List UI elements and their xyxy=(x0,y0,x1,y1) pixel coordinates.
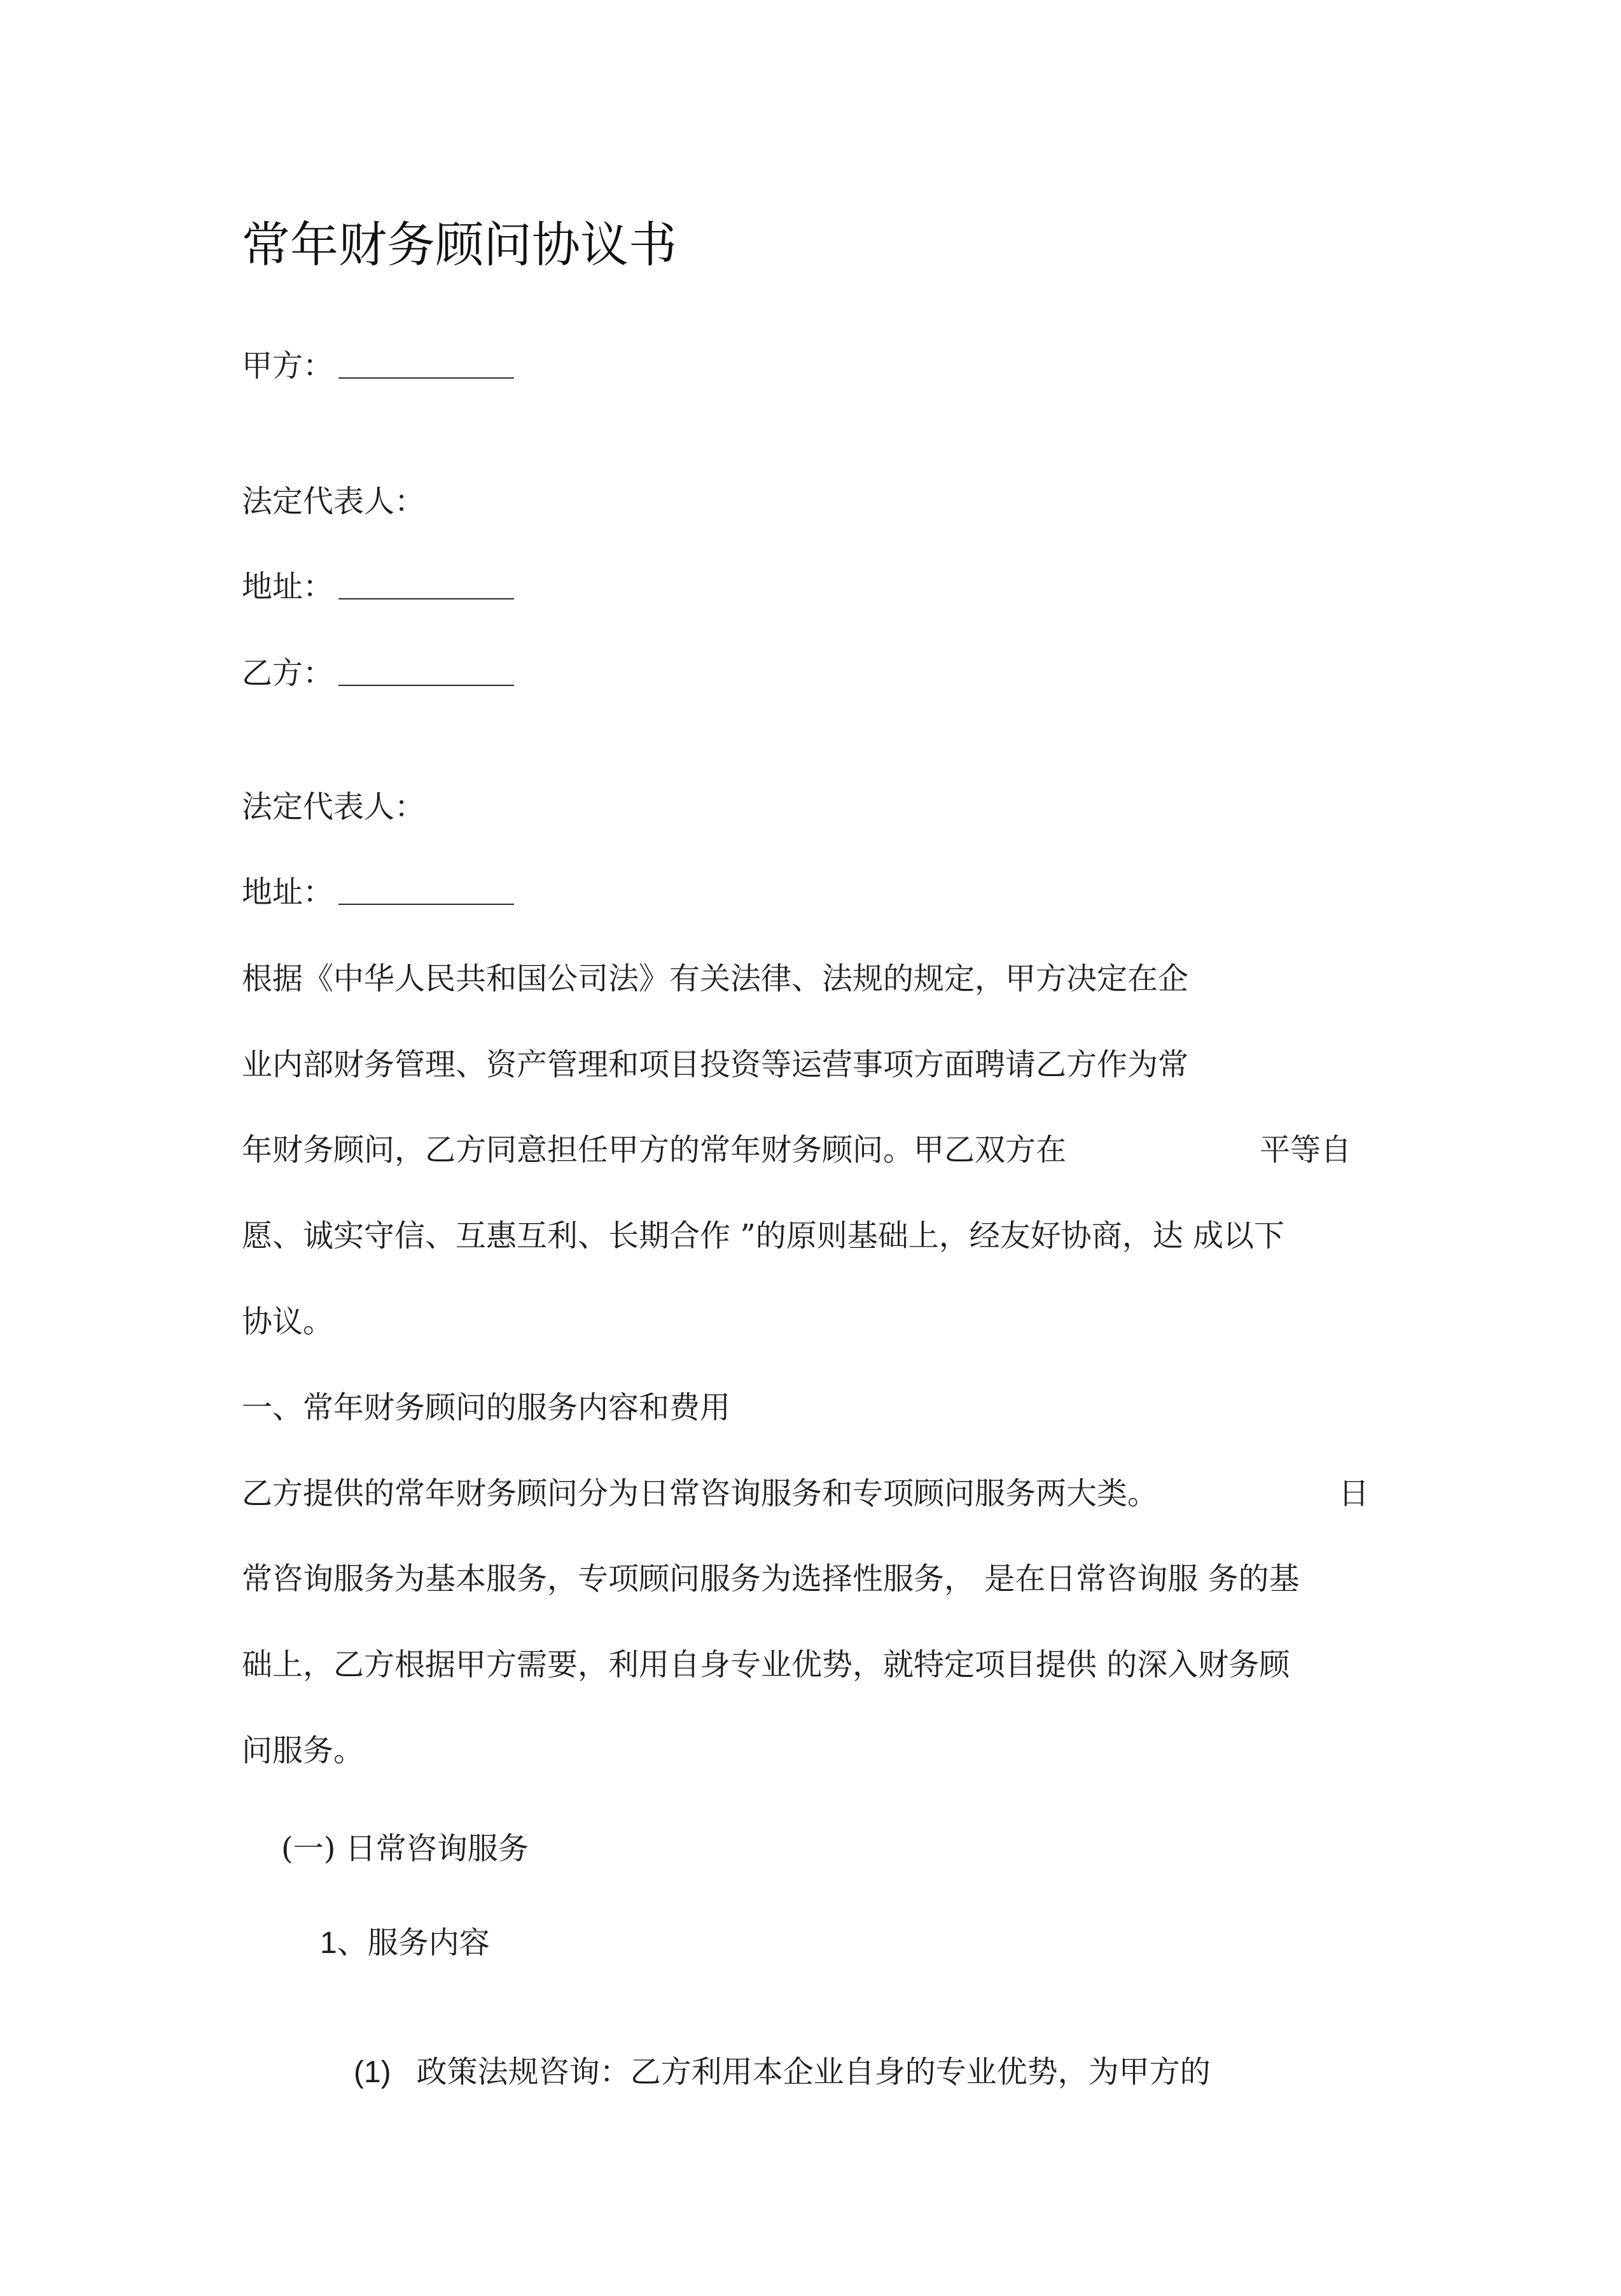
item-label: 、服务内容 xyxy=(337,1925,490,1961)
party-a-rep-label: 法定代表人： xyxy=(242,484,426,519)
party-b-address-blank[interactable] xyxy=(338,904,514,905)
section-paragraph-line: 常咨询服务为基本服务，专项顾问服务为选择性服务， 是在日常咨询服 务的基 xyxy=(242,1561,1300,1597)
preamble-line: 年财务顾问，乙方同意担任甲方的常年财务顾问。甲乙双方在 xyxy=(242,1132,1067,1168)
party-b-label: 乙方： xyxy=(242,655,334,691)
party-b-address-field xyxy=(242,873,514,911)
party-b-blank[interactable] xyxy=(338,685,514,686)
sub-item-number: (1) xyxy=(354,2055,391,2089)
subsection-heading: (一) 日常咨询服务 xyxy=(281,1831,529,1866)
preamble-line: 根据《中华人民共和国公司法》有关法律、法规的规定，甲方决定在企 xyxy=(242,961,1189,997)
section-paragraph-line: 乙方提供的常年财务顾问分为日常咨询服务和专项顾问服务两大类。 xyxy=(242,1476,1158,1511)
sub-item-text: 政策法规咨询：乙方利用本企业自身的专业优势，为甲方的 xyxy=(416,2054,1211,2090)
preamble-line: 业内部财务管理、资产管理和项目投资等运营事项方面聘请乙方作为常 xyxy=(242,1047,1189,1082)
document-title: 常年财务顾问协议书 xyxy=(242,216,677,273)
sub-item xyxy=(354,2053,1211,2092)
item-number: 1 xyxy=(320,1926,337,1960)
party-b-address-label: 地址： xyxy=(242,874,334,910)
section-heading: 一、常年财务顾问的服务内容和费用 xyxy=(242,1390,731,1425)
party-a-address-label: 地址： xyxy=(242,569,334,605)
preamble-line: 协议。 xyxy=(242,1304,334,1340)
party-b-rep-label: 法定代表人： xyxy=(242,789,426,825)
party-b-field xyxy=(242,654,514,692)
preamble-line: 愿、诚实守信、互惠互利、长期合作 ”的原则基础上，经友好协商，达 成以下 xyxy=(242,1218,1285,1254)
preamble-line-fragment: 平等自 xyxy=(1260,1132,1352,1168)
party-a-field xyxy=(242,347,514,385)
party-a-address-field xyxy=(242,568,514,606)
party-a-blank[interactable] xyxy=(338,377,514,379)
section-paragraph-line: 础上，乙方根据甲方需要，利用自身专业优势，就特定项目提供 的深入财务顾 xyxy=(242,1647,1290,1683)
section-paragraph-line: 问服务。 xyxy=(242,1733,365,1768)
section-paragraph-line-fragment: 日 xyxy=(1339,1476,1370,1511)
party-a-label: 甲方： xyxy=(242,348,334,384)
item-heading xyxy=(320,1924,490,1963)
party-a-address-blank[interactable] xyxy=(338,598,514,599)
